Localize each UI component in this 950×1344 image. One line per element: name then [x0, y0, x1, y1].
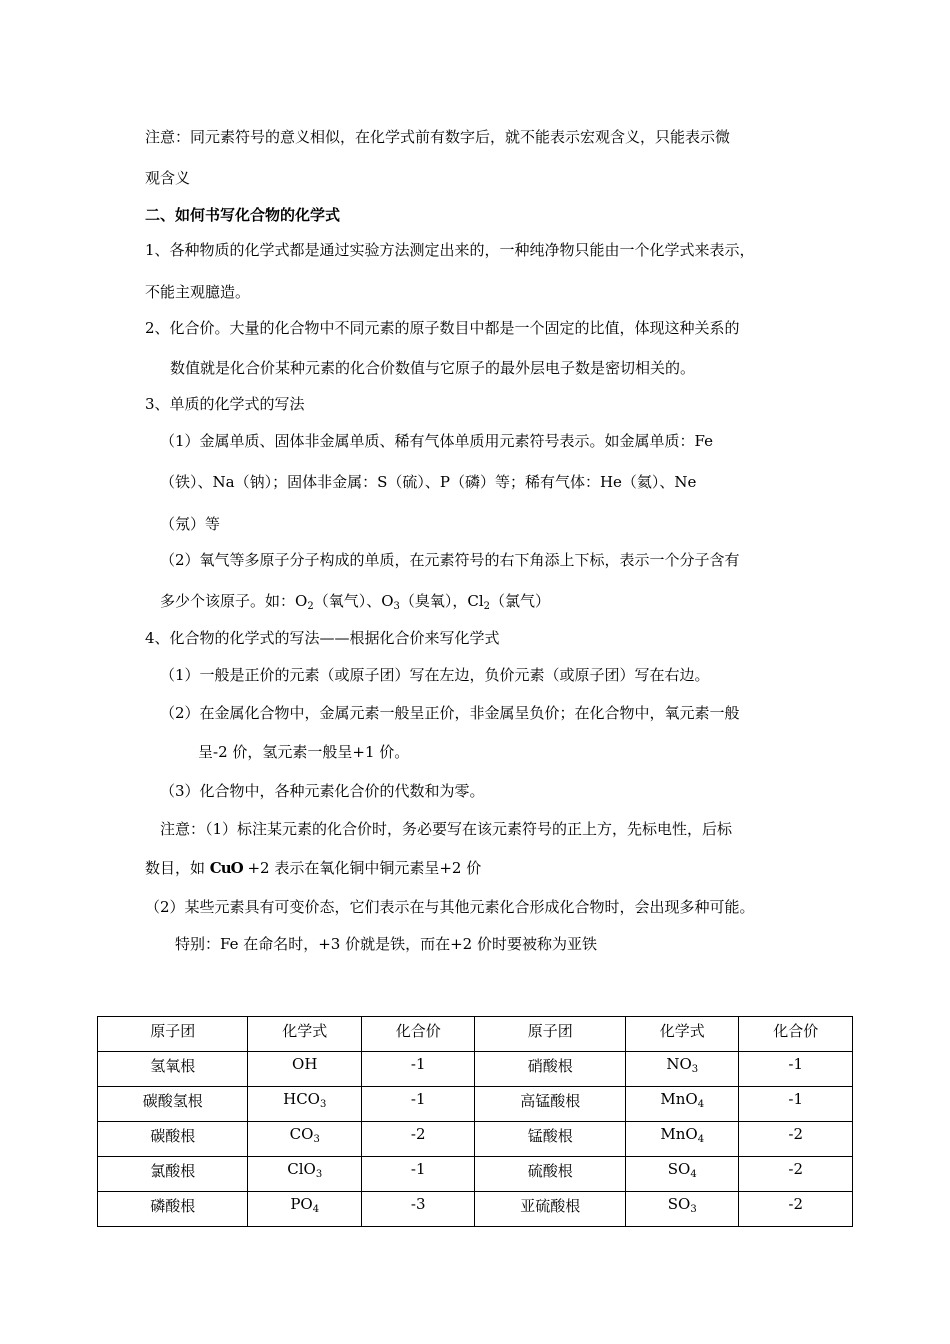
ion-valence: -1	[361, 1052, 475, 1087]
ion-valence: -3	[361, 1192, 475, 1227]
ion-name: 亚硫酸根	[475, 1192, 625, 1227]
table-row	[98, 1157, 853, 1192]
ion-formula: MnO$_4$	[625, 1087, 739, 1122]
ion-formula: $NO_3$	[625, 1052, 739, 1087]
table-header: 原子团	[98, 1017, 248, 1052]
table-header: 化学式	[248, 1017, 362, 1052]
ion-valence: -1	[739, 1052, 853, 1087]
paragraph-4-2-line-1: （2）在金属化合物中，金属元素一般呈正价，非金属呈负价；在化合物中，氧元素一般	[160, 704, 740, 722]
table-header: 化合价	[739, 1017, 853, 1052]
ion-formula: $HCO_3$	[248, 1087, 362, 1122]
subscript: 2	[307, 601, 314, 612]
paragraph-4-2-line-2: 呈-2 价，氢元素一般呈+1 价。	[198, 743, 410, 761]
paragraph-1-line-2: 不能主观臆造。	[145, 283, 251, 301]
table-header: 原子团	[475, 1017, 625, 1052]
ion-valence: -1	[361, 1157, 475, 1192]
paragraph-2-line-1: 2、化合价。大量的化合物中不同元素的原子数目中都是一个固定的比值，体现这种关系的	[145, 319, 740, 337]
section-2-title: 二、如何书写化合物的化学式	[145, 206, 341, 224]
table-header: 化合价	[361, 1017, 475, 1052]
ion-name: 氢氧根	[98, 1052, 248, 1087]
ion-name: 碳酸根	[98, 1122, 248, 1157]
table-row	[98, 1087, 853, 1122]
text-part: （臭氧），Cl	[399, 592, 484, 610]
table-row	[98, 1192, 853, 1227]
text-part: 多少个该原子。如：O	[160, 592, 308, 610]
ion-formula: $SO_3$	[625, 1192, 739, 1227]
table-header-row	[98, 1017, 853, 1052]
ion-formula: MnO$_4$	[625, 1122, 739, 1157]
ion-name: 高锰酸根	[475, 1087, 625, 1122]
paragraph-4-title: 4、化合物的化学式的写法——根据化合价来写化学式	[145, 629, 500, 647]
ion-formula: OH	[248, 1052, 362, 1087]
ion-valence: -2	[739, 1192, 853, 1227]
paragraph-3-1-line-2: （铁）、Na（钠）；固体非金属：S（硫）、P（磷）等；稀有气体：He（氦）、Ne	[160, 473, 697, 491]
ion-formula: $PO_4$	[248, 1192, 362, 1227]
note-line-2: 观含义	[145, 169, 191, 187]
text-part: （氯气）	[490, 592, 551, 610]
ion-name: 硫酸根	[475, 1157, 625, 1192]
paragraph-3-title: 3、单质的化学式的写法	[145, 395, 305, 413]
ion-formula: $CO_3$	[248, 1122, 362, 1157]
paragraph-3-1-line-1: （1）金属单质、固体非金属单质、稀有气体单质用元素符号表示。如金属单质：Fe	[160, 432, 714, 450]
table-row	[98, 1052, 853, 1087]
caution-2: （2）某些元素具有可变价态，它们表示在与其他元素化合形成化合物时，会出现多种可能。	[145, 898, 755, 916]
paragraph-1-line-1: 1、各种物质的化学式都是通过实验方法测定出来的，一种纯净物只能由一个化学式来表示，	[145, 241, 755, 259]
paragraph-3-2-line-2	[160, 591, 550, 611]
ion-valence: -2	[361, 1122, 475, 1157]
ion-name: 磷酸根	[98, 1192, 248, 1227]
caution-line-2	[145, 858, 481, 878]
paragraph-3-2-line-1: （2）氧气等多原子分子构成的单质，在元素符号的右下角添上下标，表示一个分子含有	[160, 551, 740, 569]
ion-valence: -2	[739, 1122, 853, 1157]
special-note: 特别：Fe 在命名时，+3 价就是铁，而在+2 价时要被称为亚铁	[175, 935, 597, 953]
paragraph-3-1-line-3: （氖）等	[160, 515, 221, 533]
paragraph-4-3: （3）化合物中，各种元素化合价的代数和为零。	[160, 782, 485, 800]
formula: CuO	[209, 859, 243, 877]
ion-valence: -1	[361, 1087, 475, 1122]
ion-name: 硝酸根	[475, 1052, 625, 1087]
ion-valence: -2	[739, 1157, 853, 1192]
ion-formula: $SO_4$	[625, 1157, 739, 1192]
ion-name: 氯酸根	[98, 1157, 248, 1192]
ion-name: 锰酸根	[475, 1122, 625, 1157]
ion-name: 碳酸氢根	[98, 1087, 248, 1122]
text-part: 数目，如	[145, 859, 210, 877]
caution-line-1: 注意：（1）标注某元素的化合价时，务必要写在该元素符号的正上方，先标电性，后标	[160, 820, 733, 838]
ion-valence: -1	[739, 1087, 853, 1122]
table-row	[98, 1122, 853, 1157]
subscript: 3	[393, 601, 400, 612]
ion-formula: ClO$_3$	[248, 1157, 362, 1192]
paragraph-4-1: （1）一般是正价的元素（或原子团）写在左边，负价元素（或原子团）写在右边。	[160, 666, 710, 684]
ion-table	[97, 1016, 853, 1227]
table-header: 化学式	[625, 1017, 739, 1052]
paragraph-2-line-2: 数值就是化合价某种元素的化合价数值与它原子的最外层电子数是密切相关的。	[170, 359, 696, 377]
note-line-1: 注意：同元素符号的意义相似，在化学式前有数字后，就不能表示宏观含义，只能表示微	[145, 128, 731, 146]
subscript: 2	[483, 601, 491, 612]
text-part: +2 表示在氧化铜中铜元素呈+2 价	[242, 859, 482, 877]
text-part: （氧气）、O	[313, 592, 394, 610]
